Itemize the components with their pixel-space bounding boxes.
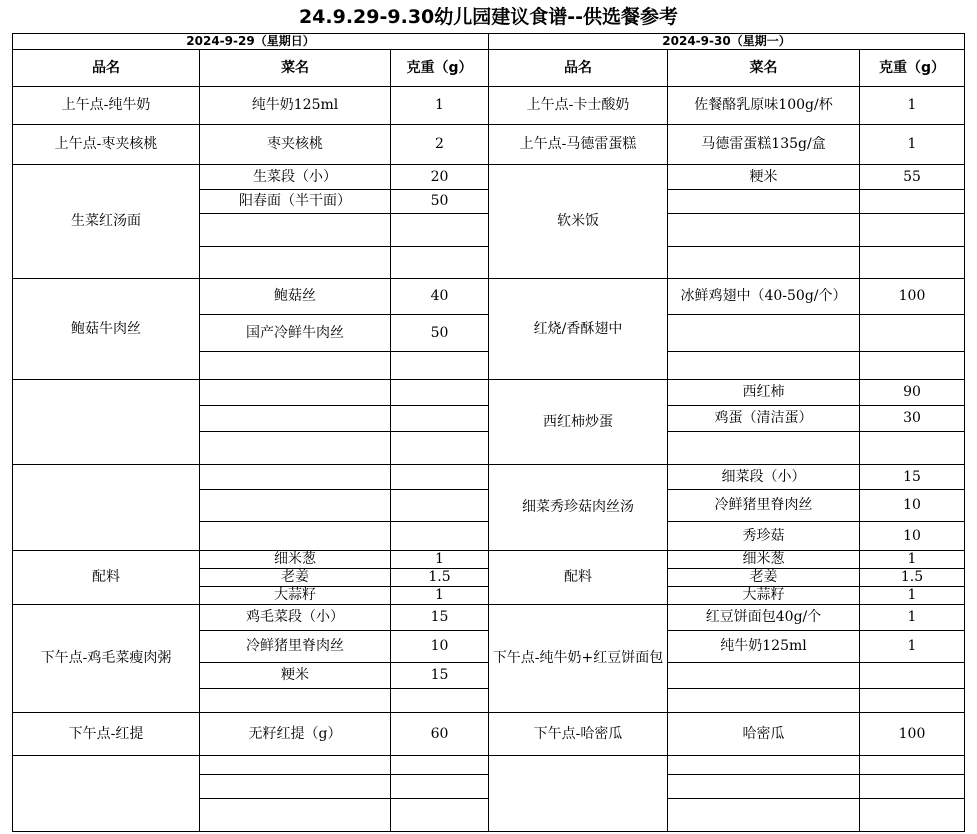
dish-name-cell: 上午点-枣夹核桃 [12,124,200,165]
dish-name-cell: 下午点-哈密瓜 [488,712,668,756]
ingredient-cell [199,246,391,279]
ingredient-cell [199,213,391,247]
ingredient-cell: 枣夹核桃 [199,124,391,165]
weight-cell [390,521,489,551]
weight-cell [390,755,489,775]
ingredient-cell [199,405,391,432]
ingredient-cell: 老姜 [199,568,391,587]
dish-name-cell [12,379,200,465]
weight-cell: 50 [390,189,489,214]
ingredient-cell: 鸡蛋（清洁蛋） [667,405,860,432]
ingredient-cell: 国产冷鲜牛肉丝 [199,314,391,352]
ingredient-cell: 西红柿 [667,379,860,406]
weight-cell: 1 [859,586,965,605]
ingredient-cell [667,755,860,775]
dish-name-cell [12,755,200,832]
weight-cell: 1 [859,550,965,569]
dish-name-cell: 西红柿炒蛋 [488,379,668,465]
ingredient-cell: 鸡毛菜段（小） [199,604,391,631]
ingredient-cell [199,774,391,799]
ingredient-cell: 生菜段（小） [199,164,391,190]
ingredient-cell [667,774,860,799]
weight-cell: 100 [859,278,965,315]
weight-cell: 30 [859,405,965,432]
ingredient-cell: 红豆饼面包40g/个 [667,604,860,631]
date-header: 2024-9-29（星期日） [12,33,489,50]
ingredient-cell [667,351,860,380]
weight-cell: 10 [390,630,489,663]
dish-name-cell: 软米饭 [488,164,668,279]
weight-cell [859,213,965,247]
weight-cell [859,351,965,380]
dish-name-cell: 配料 [488,550,668,605]
dish-name-cell: 下午点-鸡毛菜瘦肉粥 [12,604,200,713]
dish-name-cell: 红烧/香酥翅中 [488,278,668,380]
dish-name-cell: 下午点-纯牛奶+红豆饼面包 [488,604,668,713]
ingredient-cell: 冷鲜猪里脊肉丝 [667,489,860,522]
dish-name-cell: 鲍菇牛肉丝 [12,278,200,380]
ingredient-cell: 纯牛奶125ml [667,630,860,663]
ingredient-cell [199,379,391,406]
weight-cell [390,213,489,247]
weight-cell: 1 [390,586,489,605]
weight-cell: 100 [859,712,965,756]
column-header-dish: 品名 [488,49,668,87]
ingredient-cell: 冰鲜鸡翅中（40-50g/个） [667,278,860,315]
ingredient-cell: 冷鲜猪里脊肉丝 [199,630,391,663]
ingredient-cell: 细菜段（小） [667,464,860,490]
ingredient-cell [199,688,391,713]
weight-cell [859,662,965,689]
weight-cell [390,379,489,406]
weight-cell [859,246,965,279]
ingredient-cell: 老姜 [667,568,860,587]
weight-cell: 15 [390,662,489,689]
weight-cell [859,189,965,214]
menu-table [12,33,964,831]
weight-cell: 2 [390,124,489,165]
weight-cell: 55 [859,164,965,190]
column-header-ingredient: 菜名 [199,49,391,87]
weight-cell [859,688,965,713]
ingredient-cell: 大蒜籽 [199,586,391,605]
weight-cell: 60 [390,712,489,756]
weight-cell [390,774,489,799]
dish-name-cell [488,755,668,832]
weight-cell: 1 [859,630,965,663]
weight-cell [859,314,965,352]
ingredient-cell [199,489,391,522]
ingredient-cell: 马德雷蛋糕135g/盒 [667,124,860,165]
date-header: 2024-9-30（星期一） [488,33,965,50]
weight-cell [390,431,489,465]
dish-name-cell: 细菜秀珍菇肉丝汤 [488,464,668,551]
ingredient-cell: 秀珍菇 [667,521,860,551]
dish-name-cell: 配料 [12,550,200,605]
weight-cell: 10 [859,521,965,551]
weight-cell: 1.5 [859,568,965,587]
ingredient-cell [199,464,391,490]
ingredient-cell: 佐餐酪乳原味100g/杯 [667,86,860,125]
weight-cell: 15 [859,464,965,490]
ingredient-cell: 粳米 [199,662,391,689]
weight-cell [859,774,965,799]
ingredient-cell [667,688,860,713]
weight-cell [859,431,965,465]
weight-cell: 1.5 [390,568,489,587]
ingredient-cell [667,798,860,832]
ingredient-cell [667,189,860,214]
dish-name-cell: 生菜红汤面 [12,164,200,279]
weight-cell [390,688,489,713]
weight-cell [390,405,489,432]
weight-cell: 1 [859,604,965,631]
ingredient-cell [199,755,391,775]
weight-cell [859,755,965,775]
ingredient-cell [667,314,860,352]
ingredient-cell [667,246,860,279]
ingredient-cell: 鲍菇丝 [199,278,391,315]
ingredient-cell: 大蒜籽 [667,586,860,605]
ingredient-cell: 粳米 [667,164,860,190]
weight-cell [390,351,489,380]
ingredient-cell: 阳春面（半干面） [199,189,391,214]
weight-cell: 90 [859,379,965,406]
weight-cell: 1 [859,86,965,125]
page-title: 24.9.29-9.30幼儿园建议食谱--供选餐参考 [298,6,679,28]
dish-name-cell [12,464,200,551]
ingredient-cell: 细米葱 [199,550,391,569]
ingredient-cell [199,351,391,380]
dish-name-cell: 下午点-红提 [12,712,200,756]
weight-cell [859,798,965,832]
weight-cell: 20 [390,164,489,190]
column-header-ingredient: 菜名 [667,49,860,87]
weight-cell: 15 [390,604,489,631]
weight-cell [390,798,489,832]
weight-cell: 10 [859,489,965,522]
dish-name-cell: 上午点-卡士酸奶 [488,86,668,125]
weight-cell: 1 [390,550,489,569]
column-header-dish: 品名 [12,49,200,87]
ingredient-cell [667,213,860,247]
weight-cell [390,489,489,522]
ingredient-cell: 哈密瓜 [667,712,860,756]
weight-cell: 1 [859,124,965,165]
dish-name-cell: 上午点-纯牛奶 [12,86,200,125]
ingredient-cell [199,521,391,551]
ingredient-cell: 无籽红提（g） [199,712,391,756]
weight-cell: 40 [390,278,489,315]
ingredient-cell: 细米葱 [667,550,860,569]
weight-cell: 1 [390,86,489,125]
ingredient-cell [667,431,860,465]
weight-cell [390,464,489,490]
weight-cell: 50 [390,314,489,352]
ingredient-cell [667,662,860,689]
ingredient-cell: 纯牛奶125ml [199,86,391,125]
column-header-weight: 克重（g） [390,49,489,87]
dish-name-cell: 上午点-马德雷蛋糕 [488,124,668,165]
weight-cell [390,246,489,279]
column-header-weight: 克重（g） [859,49,965,87]
ingredient-cell [199,798,391,832]
ingredient-cell [199,431,391,465]
